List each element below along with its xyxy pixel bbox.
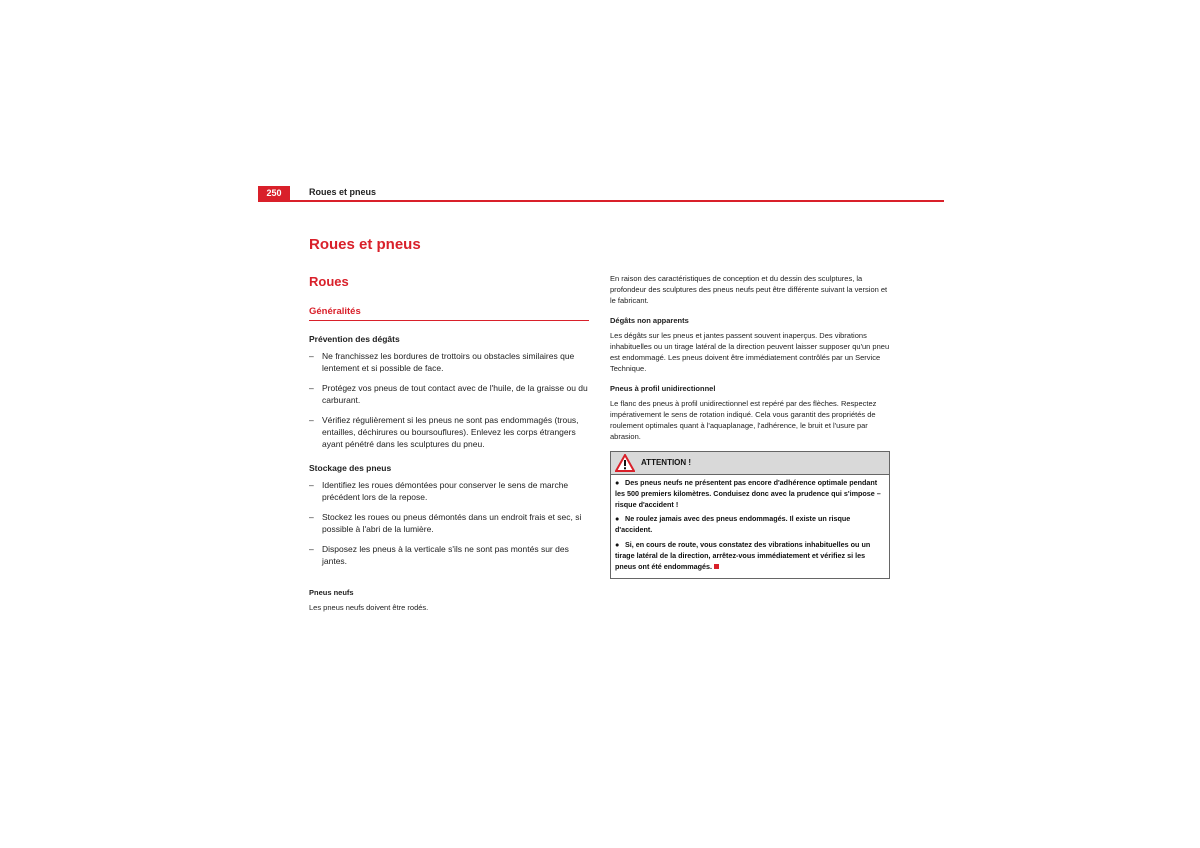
right-column — [610, 273, 890, 579]
warning-item: ● Si, en cours de route, vous constatez des vibrations inhabituelles ou un tirage latéral de la direction, arrêtez-vous immédiatement et vérifiez si les pneus ont été endommagés. — [615, 539, 871, 571]
storage-title: Stockage des pneus — [309, 463, 392, 473]
bullet-icon: ● — [615, 539, 620, 549]
list-item: – Protégez vos pneus de tout contact avec de l'huile, de la graisse ou du carburant. — [309, 382, 589, 406]
warning-body — [611, 475, 889, 578]
list-item: – Identifiez les roues démontées pour conserver le sens de marche précédent lors de la repose. — [309, 479, 589, 503]
end-of-section-icon — [714, 564, 719, 569]
running-title: Roues et pneus — [309, 187, 377, 197]
left-column — [309, 236, 589, 622]
warning-label: ATTENTION ! — [641, 458, 692, 467]
warning-header — [611, 452, 889, 475]
new-tyres-title: Pneus neufs — [309, 588, 354, 597]
warning-item: ● Ne roulez jamais avec des pneus endommagés. Il existe un risque d'accident. — [615, 514, 851, 535]
header-rule — [258, 200, 944, 202]
directional-text: Le flanc des pneus à profil unidirectionnel est repéré par des flèches. Respectez impérativement le sens de rotation indiqué. Cela vous garantit des propriétés de roulement optimales quant à l'aquaplanage, l'adhérence, le bruit et l'usure par abrasion. — [610, 399, 877, 441]
page-number: 250 — [258, 186, 290, 200]
subsection-title: Généralités — [309, 306, 589, 321]
directional-title: Pneus à profil unidirectionnel — [610, 384, 716, 393]
storage-list — [309, 479, 589, 567]
list-item: – Disposez les pneus à la verticale s'ils ne sont pas montés sur des jantes. — [309, 543, 589, 567]
warning-item: ● Des pneus neufs ne présentent pas encore d'adhérence optimale pendant les 500 premiers kilomètres. Conduisez donc avec la prudence qui s'impose – risque d'accident ! — [615, 478, 881, 509]
list-item: – Stockez les roues ou pneus démontés dans un endroit frais et sec, si possible à l'abri de la lumière. — [309, 511, 589, 535]
list-item: – Vérifiez régulièrement si les pneus ne sont pas endommagés (trous, entailles, déchirures ou boursouflures). Enlevez les corps étrangers ayant pénétré dans les sculptures du pneu. — [309, 414, 589, 450]
list-item: – Ne franchissez les bordures de trottoirs ou obstacles similaires que lentement et si possible de face. — [309, 350, 589, 374]
prevention-title: Prévention des dégâts — [309, 334, 400, 344]
bullet-icon: ● — [615, 514, 620, 524]
section-title: Roues — [309, 274, 349, 289]
new-tyres-text: Les pneus neufs doivent être rodés. — [309, 603, 429, 612]
warning-box — [610, 451, 890, 579]
hidden-damage-text: Les dégâts sur les pneus et jantes passent souvent inaperçus. Des vibrations inhabituelles ou un tirage latéral de la direction peuvent laisser supposer qu'un pneu est endommagé. Les pneus doivent être immédiatement contrôlés par un Service Technique. — [610, 331, 890, 373]
hidden-damage-title: Dégâts non apparents — [610, 316, 689, 325]
chapter-title: Roues et pneus — [309, 236, 421, 253]
bullet-icon: ● — [615, 478, 620, 487]
prevention-list — [309, 350, 589, 450]
intro-text: En raison des caractéristiques de conception et du dessin des sculptures, la profondeur des sculptures des pneus neufs peut être différente suivant la version et le fabricant. — [610, 274, 888, 305]
warning-triangle-icon — [615, 454, 635, 472]
